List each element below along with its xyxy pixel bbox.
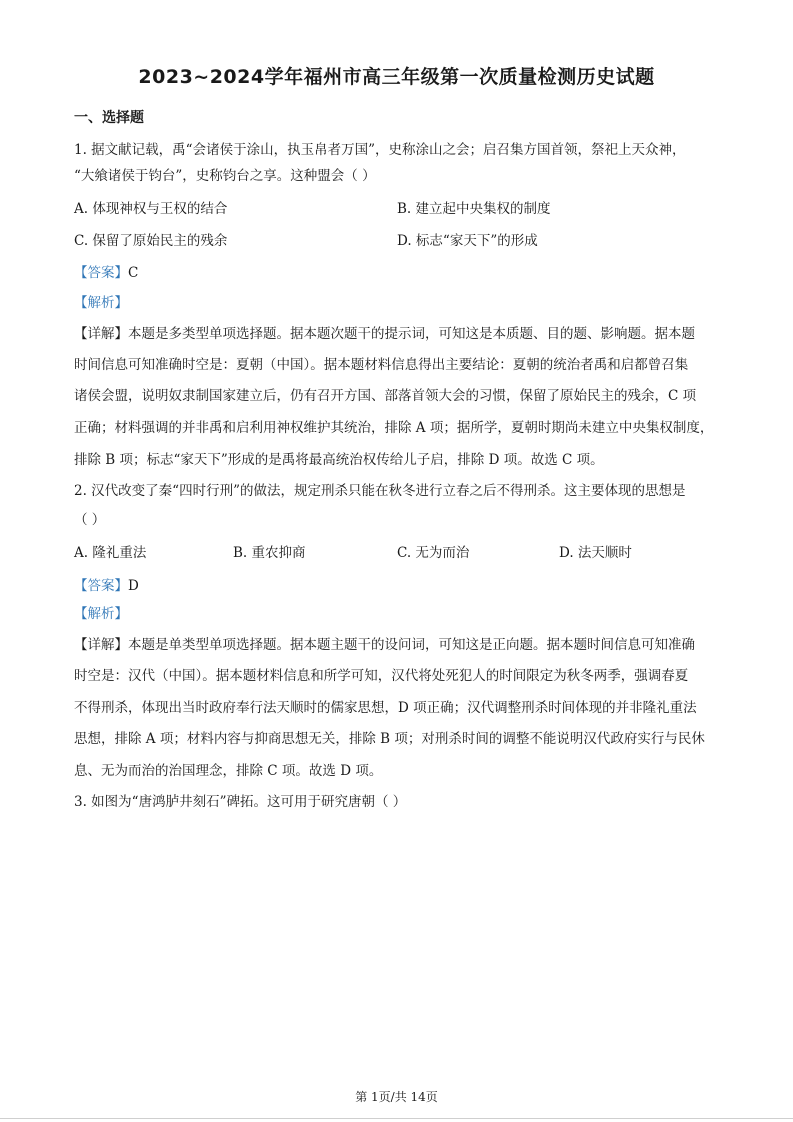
q1-option-b: B. 建立起中央集权的制度 xyxy=(397,201,551,217)
bottom-rule xyxy=(0,1118,793,1119)
q2-answer xyxy=(74,576,139,596)
q1-option-a: A. 体现神权与王权的结合 xyxy=(74,201,228,217)
q1-option-c: C. 保留了原始民主的残余 xyxy=(74,233,228,249)
q2-detail-line: 思想，排除 A 项；材料内容与抑商思想无关，排除 B 项；对刑杀时间的调整不能说明汉代政府实行与民休 xyxy=(74,731,705,747)
answer-label: 【答案】 xyxy=(74,578,128,594)
answer-label: 【答案】 xyxy=(74,265,128,281)
answer-value: C xyxy=(128,265,139,281)
q1-stem-line1: 1. 据文献记载，禹“会诸侯于涂山，执玉帛者万国”，史称涂山之会；启召集方国首领，祭祀上天众神， xyxy=(74,142,686,158)
page-title: 2023~2024学年福州市高三年级第一次质量检测历史试题 xyxy=(138,66,655,88)
q2-detail-line: 【详解】本题是单类型单项选择题。据本题主题干的设问词，可知这是正向题。据本题时间信息可知准确 xyxy=(74,637,695,653)
q2-stem-line1: 2. 汉代改变了秦“四时行刑”的做法，规定刑杀只能在秋冬进行立春之后不得刑杀。这主要体现的思想是 xyxy=(74,483,686,499)
q1-detail-line: 诸侯会盟，说明奴隶制国家建立后，仍有召开方国、部落首领大会的习惯，保留了原始民主的残余，C 项 xyxy=(74,388,697,404)
q1-analysis-label: 【解析】 xyxy=(74,295,128,311)
q2-stem-line2: （ ） xyxy=(74,512,106,528)
q2-option-b: B. 重农抑商 xyxy=(233,545,306,561)
q1-detail-line: 时间信息可知准确时空是：夏朝（中国）。据本题材料信息得出主要结论：夏朝的统治者禹和启都曾召集 xyxy=(74,357,689,373)
q2-option-d: D. 法天顺时 xyxy=(559,545,632,561)
q1-detail-line: 正确；材料强调的并非禹和启利用神权维护其统治，排除 A 项；据所学，夏朝时期尚未建立中央集权制度， xyxy=(74,420,714,436)
q2-detail-line: 时空是：汉代（中国）。据本题材料信息和所学可知，汉代将处死犯人的时间限定为秋冬两季，强调春夏 xyxy=(74,668,689,684)
answer-value: D xyxy=(128,578,139,594)
page-footer: 第 1页/共 14页 xyxy=(355,1090,438,1104)
q1-option-d: D. 标志“家天下”的形成 xyxy=(397,233,538,249)
q3-stem: 3. 如图为“唐鸿胪井刻石”碑拓。这可用于研究唐朝（ ） xyxy=(74,794,407,810)
q1-detail-line: 【详解】本题是多类型单项选择题。据本题次题干的提示词，可知这是本质题、目的题、影响题。据本题 xyxy=(74,326,695,342)
q1-stem-line2: “大飨诸侯于钧台”，史称钧台之享。这种盟会（ ） xyxy=(74,168,376,184)
q2-option-a: A. 隆礼重法 xyxy=(74,545,147,561)
q1-answer xyxy=(74,263,138,283)
q2-option-c: C. 无为而治 xyxy=(397,545,470,561)
q2-detail-line: 不得刑杀，体现出当时政府奉行法天顺时的儒家思想，D 项正确；汉代调整刑杀时间体现的并非隆礼重法 xyxy=(74,700,697,716)
q1-detail-line: 排除 B 项；标志“家天下”形成的是禹将最高统治权传给儿子启，排除 D 项。故选 C 项。 xyxy=(74,452,604,468)
q2-analysis-label: 【解析】 xyxy=(74,606,128,622)
q2-detail-line: 息、无为而治的治国理念，排除 C 项。故选 D 项。 xyxy=(74,763,383,779)
section-heading: 一、选择题 xyxy=(74,110,144,126)
